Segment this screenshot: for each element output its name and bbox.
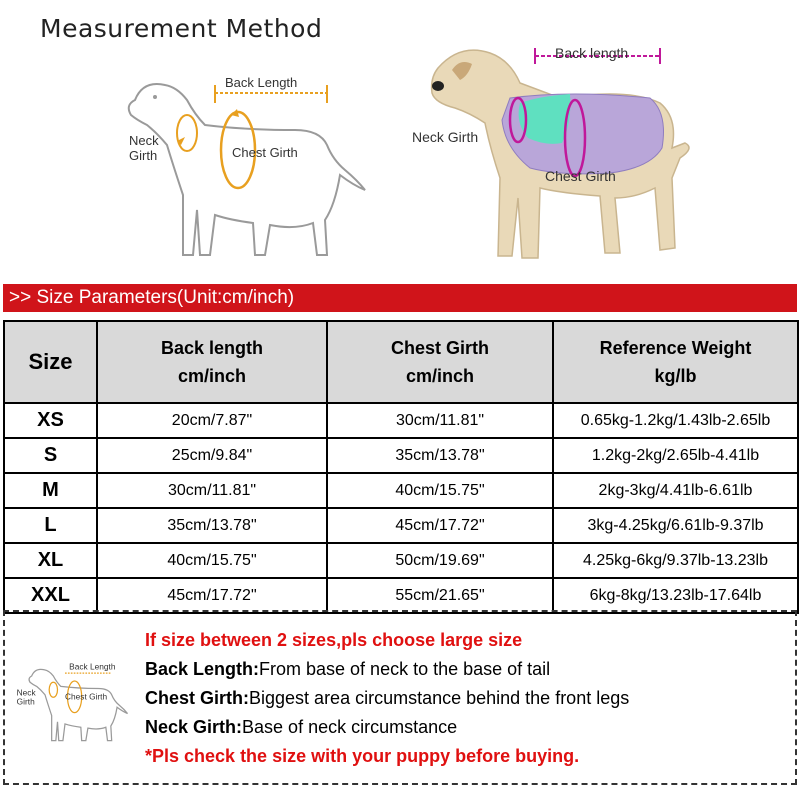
right-back-length-label: Back length [555,45,629,61]
size-cell: XS [4,403,97,438]
chest-girth-cell: 40cm/15.75" [327,473,553,508]
neck-girth-note-text: Base of neck circumstance [242,717,458,737]
header-reference-weight: Reference Weight kg/lb [553,321,798,403]
left-back-length-label: Back Length [225,75,298,90]
table-row [4,473,798,508]
weight-cell: 6kg-8kg/13.23lb-17.64lb [553,578,798,613]
thumb-chest-girth-label: Chest Girth [65,691,108,702]
weight-cell: 0.65kg-1.2kg/1.43lb-2.65lb [553,403,798,438]
chest-girth-cell: 30cm/11.81" [327,403,553,438]
back-length-cell: 20cm/7.87" [97,403,327,438]
chest-girth-cell: 50cm/19.69" [327,543,553,578]
chest-girth-cell: 55cm/21.65" [327,578,553,613]
size-cell: XL [4,543,97,578]
dog-outline-icon [129,84,365,255]
dog-outline-measurement-figure [95,45,395,275]
size-table [3,320,799,614]
size-cell: L [4,508,97,543]
left-neck-label: Neck [129,133,159,148]
notes-box [3,610,797,785]
left-chest-girth-label: Chest Girth [232,145,298,160]
header-size: Size [4,321,97,403]
table-row [4,403,798,438]
chest-girth-cell: 45cm/17.72" [327,508,553,543]
back-length-note-label: Back Length: [145,659,260,679]
back-length-cell: 40cm/15.75" [97,543,327,578]
dog-outline-thumbnail [15,626,140,776]
right-neck-girth-label: Neck Girth [412,129,479,145]
size-cell: XXL [4,578,97,613]
table-row [4,578,798,613]
neck-girth-note [145,717,457,738]
chest-girth-note [145,688,629,709]
size-tip: If size between 2 sizes,pls choose large size [145,630,523,650]
table-header-row [4,321,798,403]
table-row [4,543,798,578]
neck-girth-note-label: Neck Girth: [145,717,243,737]
thumb-girth-label: Girth [16,696,35,707]
table-row [4,508,798,543]
size-parameters-banner: >> Size Parameters(Unit:cm/inch) [3,284,797,312]
back-length-note [145,659,550,680]
header-chest-girth: Chest Girth cm/inch [327,321,553,403]
left-girth-label: Girth [129,148,158,163]
weight-cell: 1.2kg-2kg/2.65lb-4.41lb [553,438,798,473]
size-cell: M [4,473,97,508]
size-cell: S [4,438,97,473]
page-heading: Measurement Method [40,14,323,43]
header-back-length: Back length cm/inch [97,321,327,403]
chest-girth-cell: 35cm/13.78" [327,438,553,473]
back-length-note-text: From base of neck to the base of tail [259,659,551,679]
back-length-cell: 45cm/17.72" [97,578,327,613]
back-length-cell: 25cm/9.84" [97,438,327,473]
dog-outline-icon [29,669,127,740]
check-size-warning: *Pls check the size with your puppy before buying. [145,746,580,766]
table-row [4,438,798,473]
dog-coat-measurement-figure [410,28,710,268]
thumb-back-length-label: Back Length [69,661,116,672]
weight-cell: 3kg-4.25kg/6.61lb-9.37lb [553,508,798,543]
thumb-neck-label: Neck [16,687,36,698]
weight-cell: 2kg-3kg/4.41lb-6.61lb [553,473,798,508]
weight-cell: 4.25kg-6kg/9.37lb-13.23lb [553,543,798,578]
chest-girth-note-text: Biggest area circumstance behind the front legs [249,688,630,708]
back-length-cell: 35cm/13.78" [97,508,327,543]
right-chest-girth-label: Chest Girth [545,168,616,184]
chest-girth-note-label: Chest Girth: [145,688,250,708]
back-length-cell: 30cm/11.81" [97,473,327,508]
